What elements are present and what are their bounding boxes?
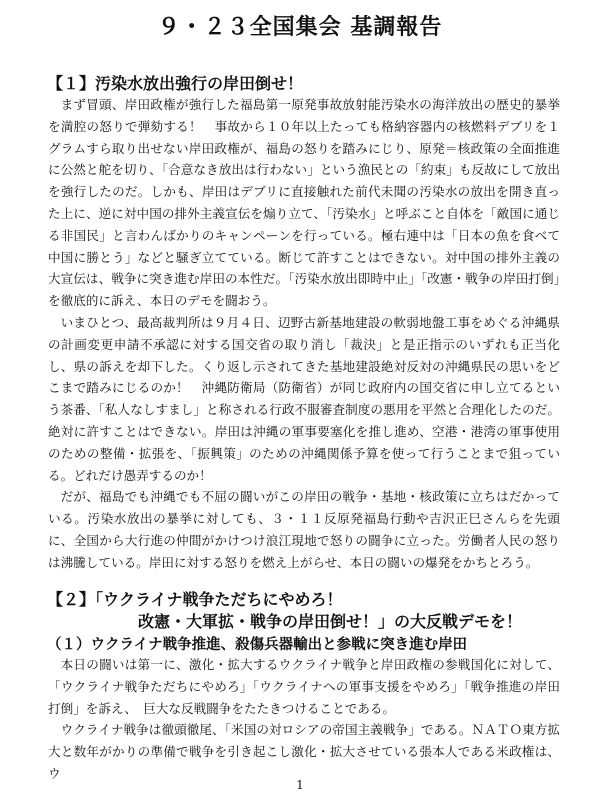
section-1-heading: 【１】汚染水放出強行の岸田倒せ！ [47,74,304,93]
section-1-paragraph: だが、福島でも沖縄でも不屈の闘いがこの岸田の戦争・基地・核政策に立ちはだかっている。汚染水放出の暴挙に対しても、３・１１反原発福島行動や吉沢正巳さんらを先頭に、全国から大行進の仲間がかけつけ浪江現地で怒りの闘争に立った。労働者人民の怒りは沸騰している。岸田に対する怒りを燃え上がらせ、本日の闘いの爆発をかちとろう。 [48,489,561,570]
section-2-body [48,654,560,785]
section-1-paragraph: いまひとつ、最高裁判所は９月４日、辺野古新基地建設の軟弱地盤工事をめぐる沖縄県の計画変更申請不承認に対する国交省の取り消し「裁決」と是正指示のいずれも正当化し、県の訴えを却下した。くり返し示されてきた基地建設絶対反対の沖縄県民の思いをどこまで踏みにじるのか！ 沖縄防衛局（防衛省）が同じ政府内の国交省に申し立てるという茶番、「私人なしすまし」と称される行政不服審査制度の悪用を平然と合理化したのだ。絶対に許すことはできない。岸田は沖縄の軍事要塞化を推し進め、空港・港湾の軍事使用のための整備・拡張を、「振興策」のための沖縄関係予算を使って行うことまで狙っている。どれだけ愚弄するのか！ [48,314,561,483]
section-2-paragraph: ウクライナ戦争は徹頭徹尾、「米国の対ロシアの帝国主義戦争」である。ＮＡＴＯ東方拡大と数年がかりの準備で戦争を引き起こし激化・拡大させている張本人である米政権は、ウ [48,722,560,781]
section-2-heading-line-2: 改憲・大軍拡・戦争の岸田倒せ！」の大反戦デモを！ [138,612,523,631]
section-2-paragraph: 本日の闘いは第一に、激化・拡大するウクライナ戦争と岸田政権の参戦国化に対して、「ウクライナ戦争ただちにやめろ」「ウクライナへの軍事支援をやめろ」「戦争推進の岸田打倒」を訴え、 巨大な反戦闘争をたたきつけることである。 [48,657,560,716]
section-2-heading-line-1: 【２】「ウクライナ戦争ただちにやめろ！ [47,590,343,609]
document-title: ９・２３全国集会 基調報告 [157,15,443,40]
section-1-paragraph: まず冒頭、岸田政権が強行した福島第一原発事故放射能汚染水の海洋放出の歴史的暴挙を満腔の怒りで弾劾する！ 事故から１０年以上たっても格納容器内の核燃料デブリを１グラムすら取り出せない岸田政権が、福島の怒りを踏みにじり、原発＝核政策の全面推進に公然と舵を切り、「合意なき放出は行わない」という漁民との「約束」も反故にして放出を強行したのだ。しかも、岸田はデブリに直接触れた前代未聞の汚染水の放出を開き直った上に、逆に対中国の排外主義宣伝を煽り立て、「汚染水」と呼ぶこと自体を「敵国に通じる非国民」と言わんばかりのキャンペーンを行っている。極右連中は「日本の魚を食べて中国に勝とう」などと騒ぎ立てている。断じて許すことはできない。対中国の排外主義の大宣伝は、戦争に突き進む岸田の本性だ。「汚染水放出即時中止」「改憲・戦争の岸田打倒」を徹底的に訴え、本日のデモを闘おう。 [48,97,561,309]
section-2-subheading: （１）ウクライナ戦争推進、殺傷兵器輸出と参戦に突き進む岸田 [47,637,468,653]
page-number: 1 [296,778,304,792]
section-1-body [48,94,560,574]
